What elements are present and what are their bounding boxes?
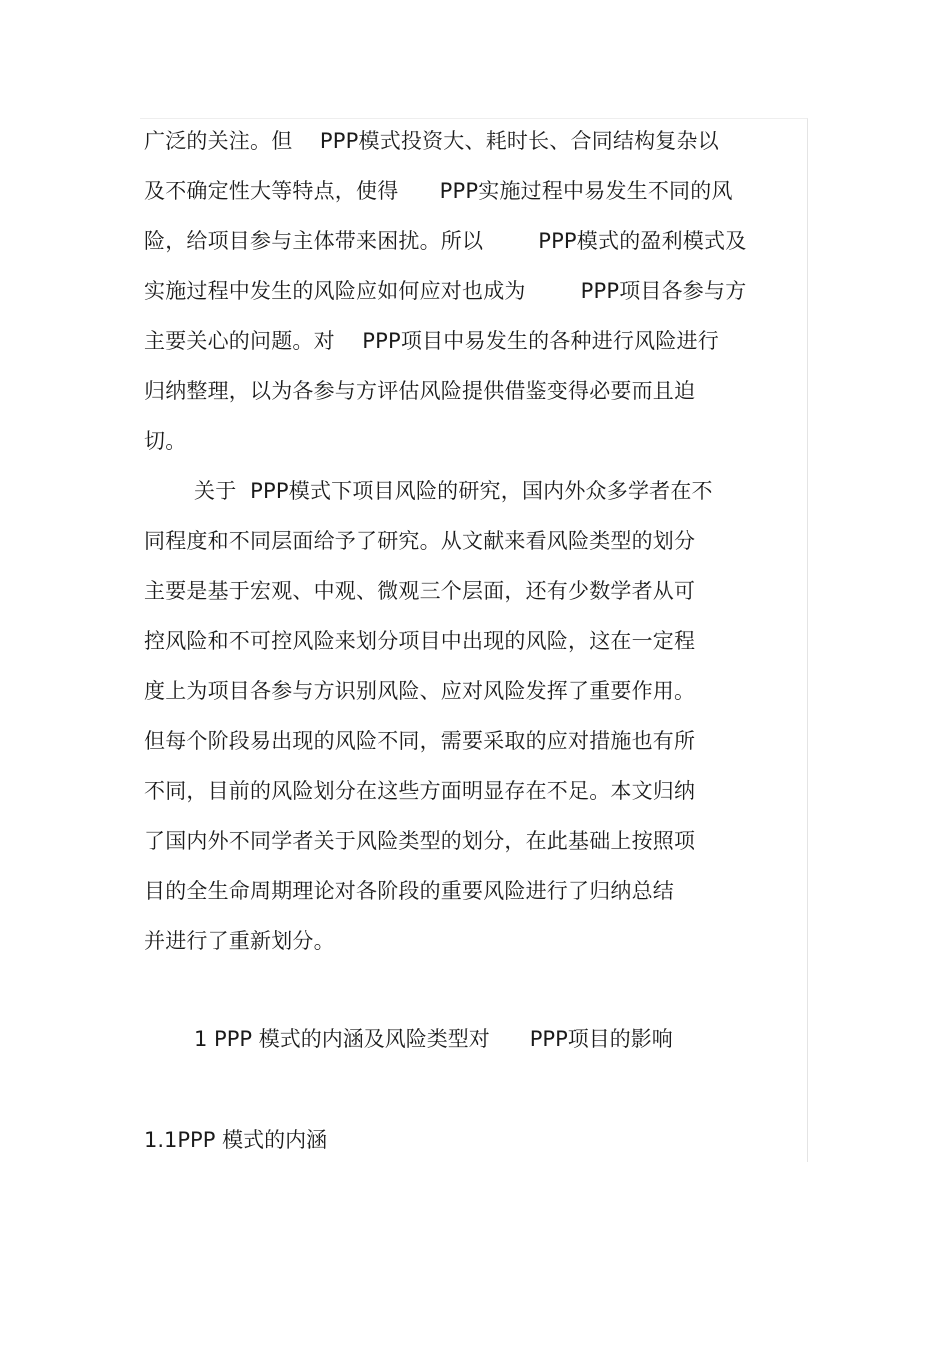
section-heading: 1 PPP 模式的内涵及风险类型对 PPP项目的影响 bbox=[194, 1027, 673, 1051]
paragraph-line: 同程度和不同层面给予了研究。从文献来看风险类型的划分 bbox=[144, 529, 696, 553]
subsection-heading: 1.1PPP 模式的内涵 bbox=[144, 1128, 328, 1152]
paragraph-line: 险，给项目参与主体带来困扰。所以 PPP模式的盈利模式及 bbox=[144, 229, 747, 253]
paragraph-line: 关于 PPP模式下项目风险的研究，国内外众多学者在不 bbox=[194, 479, 713, 503]
paragraph-line: 控风险和不可控风险来划分项目中出现的风险，这在一定程 bbox=[144, 629, 696, 653]
paragraph-line: 及不确定性大等特点，使得 PPP实施过程中易发生不同的风 bbox=[144, 179, 733, 203]
paragraph-line: 并进行了重新划分。 bbox=[144, 929, 335, 953]
paragraph-line: 但每个阶段易出现的风险不同，需要采取的应对措施也有所 bbox=[144, 729, 696, 753]
paragraph-line: 切。 bbox=[144, 429, 187, 453]
paragraph-line: 实施过程中发生的风险应如何应对也成为 PPP项目各参与方 bbox=[144, 279, 747, 303]
paragraph-line: 广泛的关注。但 PPP模式投资大、耗时长、合同结构复杂以 bbox=[144, 129, 719, 153]
paragraph-line: 归纳整理，以为各参与方评估风险提供借鉴变得必要而且迫 bbox=[144, 379, 696, 403]
paragraph-line: 了国内外不同学者关于风险类型的划分，在此基础上按照项 bbox=[144, 829, 696, 853]
paragraph-line: 主要关心的问题。对 PPP项目中易发生的各种进行风险进行 bbox=[144, 329, 719, 353]
paragraph-line: 目的全生命周期理论对各阶段的重要风险进行了归纳总结 bbox=[144, 879, 674, 903]
paragraph-line: 不同，目前的风险划分在这些方面明显存在不足。本文归纳 bbox=[144, 779, 696, 803]
paragraph-line: 主要是基于宏观、中观、微观三个层面，还有少数学者从可 bbox=[144, 579, 696, 603]
paragraph-line: 度上为项目各参与方识别风险、应对风险发挥了重要作用。 bbox=[144, 679, 696, 703]
